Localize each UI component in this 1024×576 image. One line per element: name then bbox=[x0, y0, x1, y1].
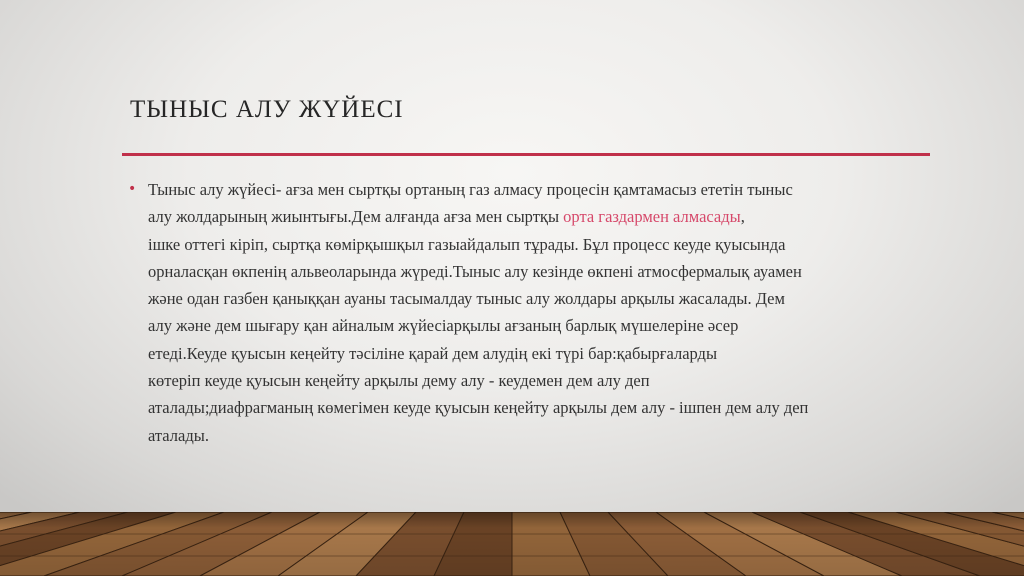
body-text-segment: аталады. bbox=[148, 425, 209, 445]
body-line bbox=[148, 285, 808, 312]
slide-title: ТЫНЫС АЛУ ЖҮЙЕСІ bbox=[130, 96, 404, 123]
slide-body bbox=[128, 176, 924, 449]
body-text-segment: орналасқан өкпенің альвеоларында жүреді.Тыныс алу кезінде өкпені атмосфермалық ауамен bbox=[148, 261, 802, 281]
body-text-segment: , bbox=[740, 207, 745, 227]
title-divider bbox=[122, 153, 930, 156]
body-line bbox=[148, 367, 808, 394]
body-text-segment: ішке оттегі кіріп, сыртқа көмірқышқыл газыайдалып тұрады. Бұл процесс кеуде қуысында bbox=[148, 234, 786, 254]
body-text-segment: алу және дем шығару қан айналым жүйесіарқылы ағзаның барлық мүшелеріне әсер bbox=[148, 316, 739, 336]
body-text-segment: аталады;диафрагманың көмегімен кеуде қуысын кеңейту арқылы дем алу - ішпен дем алу деп bbox=[148, 398, 809, 418]
body-text-segment: Тыныс алу жүйесі- ағза мен сыртқы ортаның газ алмасу процесін қамтамасыз ететін тыныс bbox=[148, 180, 793, 199]
body-line bbox=[148, 422, 808, 449]
body-line bbox=[148, 258, 808, 285]
body-text-segment: алу жолдарының жиынтығы.Дем алғанда ағза мен сыртқы bbox=[148, 207, 564, 227]
bullet-icon: • bbox=[128, 181, 137, 197]
bullet-item bbox=[128, 176, 924, 449]
body-line bbox=[148, 203, 808, 230]
body-line bbox=[148, 340, 808, 367]
highlighted-text: орта газдармен алмасады bbox=[563, 207, 741, 227]
body-line bbox=[148, 394, 808, 421]
body-line bbox=[148, 231, 808, 258]
body-line bbox=[148, 312, 808, 339]
body-line bbox=[148, 176, 808, 203]
body-text-segment: көтеріп кеуде қуысын кеңейту арқылы дему алу - кеудемен дем алу деп bbox=[148, 371, 650, 391]
bullet-paragraph bbox=[148, 176, 808, 449]
body-text-segment: етеді.Кеуде қуысын кеңейту тәсіліне қарай дем алудің екі түрі бар:қабырғаларды bbox=[148, 343, 718, 363]
wooden-floor bbox=[0, 512, 1024, 576]
body-text-segment: және одан газбен қаныққан ауаны тасымалдау тыныс алу жолдары арқылы жасалады. Дем bbox=[148, 289, 785, 309]
